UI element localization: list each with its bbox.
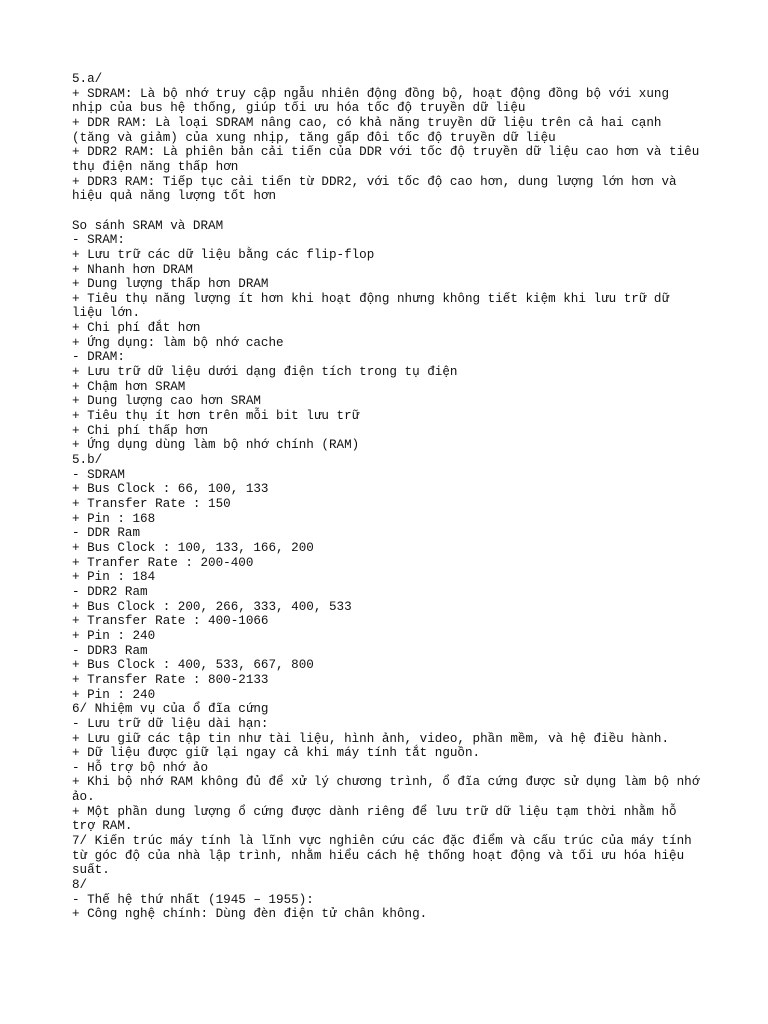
text-line: + DDR2 RAM: Là phiên bản cải tiến của DDR với tốc độ truyền dữ liệu cao hơn và tiêu [72,145,700,160]
text-line: ảo. [72,790,95,805]
text-line: + Chi phí thấp hơn [72,423,209,438]
text-line: (tăng và giảm) của xung nhịp, tăng gấp đôi tốc độ truyền dữ liệu [72,130,556,145]
text-line: thụ điện năng thấp hơn [72,159,239,174]
text-line: + Pin : 240 [72,687,156,702]
text-line: + Bus Clock : 100, 133, 166, 200 [72,540,314,555]
text-line: + Tiêu thụ năng lượng ít hơn khi hoạt động nhưng không tiết kiệm khi lưu trữ dữ [72,291,670,306]
text-line: + Pin : 184 [72,570,156,585]
text-line: + Bus Clock : 66, 100, 133 [72,482,269,497]
text-line: + DDR3 RAM: Tiếp tục cải tiến từ DDR2, với tốc độ cao hơn, dung lượng lớn hơn và [72,174,677,189]
text-line: + Dung lượng cao hơn SRAM [72,394,261,409]
text-line: - SDRAM [72,467,125,482]
text-line: - Lưu trữ dữ liệu dài hạn: [72,716,269,731]
text-line: + Khi bộ nhớ RAM không đủ để xử lý chương trình, ổ đĩa cứng được sử dụng làm bộ nhớ [72,775,700,790]
text-line: + Transfer Rate : 150 [72,497,231,512]
text-line: - DDR2 Ram [72,584,148,599]
text-line: + Ứng dụng dùng làm bộ nhớ chính (RAM) [72,438,360,453]
text-line: + SDRAM: Là bộ nhớ truy cập ngẫu nhiên động đồng bộ, hoạt động đồng bộ với xung [72,86,670,101]
text-line: + Chi phí đắt hơn [72,321,201,336]
text-line: + Bus Clock : 200, 266, 333, 400, 533 [72,599,352,614]
text-line: + Dữ liệu được giữ lại ngay cả khi máy tính tắt nguồn. [72,746,481,761]
text-line: - DDR Ram [72,526,141,541]
text-line: + Transfer Rate : 800-2133 [72,672,269,687]
text-line: + Pin : 240 [72,628,156,643]
text-line: - DDR3 Ram [72,643,148,658]
text-line: + Lưu trữ dữ liệu dưới dạng điện tích trong tụ điện [72,365,458,380]
text-line: + Lưu trữ các dữ liệu bằng các flip-flop [72,247,375,262]
text-line: + Nhanh hơn DRAM [72,262,193,277]
text-line: + Ứng dụng: làm bộ nhớ cache [72,335,284,350]
text-line: + Một phần dung lượng ổ cứng được dành riêng để lưu trữ dữ liệu tạm thời nhằm hỗ [72,804,677,819]
text-line: + Bus Clock : 400, 533, 667, 800 [72,658,314,673]
text-line: + Tranfer Rate : 200-400 [72,555,254,570]
text-line: + Công nghệ chính: Dùng đèn điện tử chân không. [72,907,428,922]
text-line: - Hỗ trợ bộ nhớ ảo [72,760,209,775]
text-line: 8/ [72,878,88,893]
text-line: 5.b/ [72,453,103,468]
text-line: + Lưu giữ các tập tin như tài liệu, hình ảnh, video, phần mềm, và hệ điều hành. [72,731,670,746]
text-line: 5.a/ [72,72,103,86]
text-line: liệu lớn. [72,306,141,321]
text-line: trợ RAM. [72,819,133,834]
text-line: + Transfer Rate : 400-1066 [72,614,269,629]
text-line: - SRAM: [72,233,125,248]
text-line: 6/ Nhiệm vụ của ổ đĩa cứng [72,702,269,717]
text-line: suất. [72,863,110,878]
text-line: - DRAM: [72,350,125,365]
text-line: So sánh SRAM và DRAM [72,218,224,233]
text-line: + Chậm hơn SRAM [72,379,186,394]
text-line: từ góc độ của nhà lập trình, nhằm hiểu cách hệ thống hoạt động và tối ưu hóa hiệu [72,848,685,863]
document-page [72,72,712,922]
text-line: + DDR RAM: Là loại SDRAM nâng cao, có khả năng truyền dữ liệu trên cả hai cạnh [72,115,662,130]
text-line: hiệu quả năng lượng tốt hơn [72,189,277,204]
text-line: + Dung lượng thấp hơn DRAM [72,277,269,292]
text-line [72,204,712,219]
text-line: 7/ Kiến trúc máy tính là lĩnh vực nghiên cứu các đặc điểm và cấu trúc của máy tính [72,834,692,849]
text-line: nhịp của bus hệ thống, giúp tối ưu hóa tốc độ truyền dữ liệu [72,101,526,116]
text-line: + Pin : 168 [72,511,156,526]
text-line: + Tiêu thụ ít hơn trên mỗi bit lưu trữ [72,409,360,424]
text-line: - Thế hệ thứ nhất (1945 – 1955): [72,892,314,907]
